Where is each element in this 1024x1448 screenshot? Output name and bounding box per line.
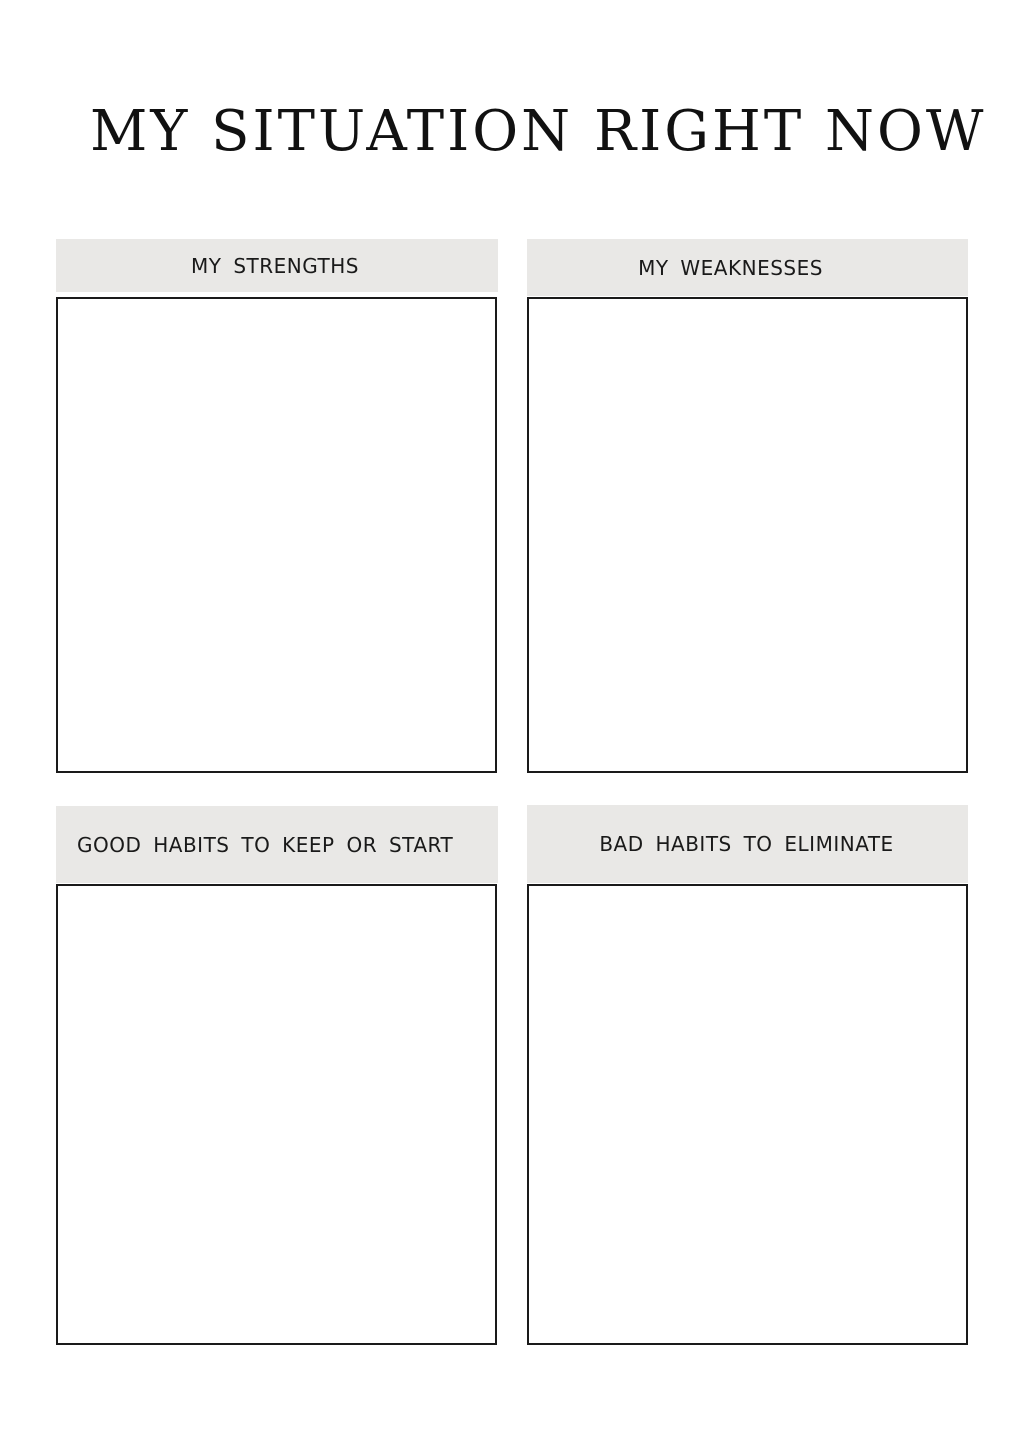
- strengths-header-label: MY STRENGTHS: [191, 253, 359, 278]
- bad-habits-header: [527, 805, 968, 883]
- weaknesses-header: [527, 239, 968, 296]
- page-title: MY SITUATION RIGHT NOW: [90, 99, 987, 164]
- good-habits-writing-box[interactable]: [56, 884, 497, 1345]
- bad-habits-writing-box[interactable]: [527, 884, 968, 1345]
- strengths-header: [56, 239, 498, 292]
- weaknesses-header-label: MY WEAKNESSES: [638, 255, 823, 280]
- bad-habits-header-label: BAD HABITS TO ELIMINATE: [599, 832, 894, 856]
- weaknesses-writing-box[interactable]: [527, 297, 968, 773]
- strengths-writing-box[interactable]: [56, 297, 497, 773]
- good-habits-header: [56, 806, 498, 883]
- good-habits-header-label: GOOD HABITS TO KEEP OR START: [77, 832, 454, 857]
